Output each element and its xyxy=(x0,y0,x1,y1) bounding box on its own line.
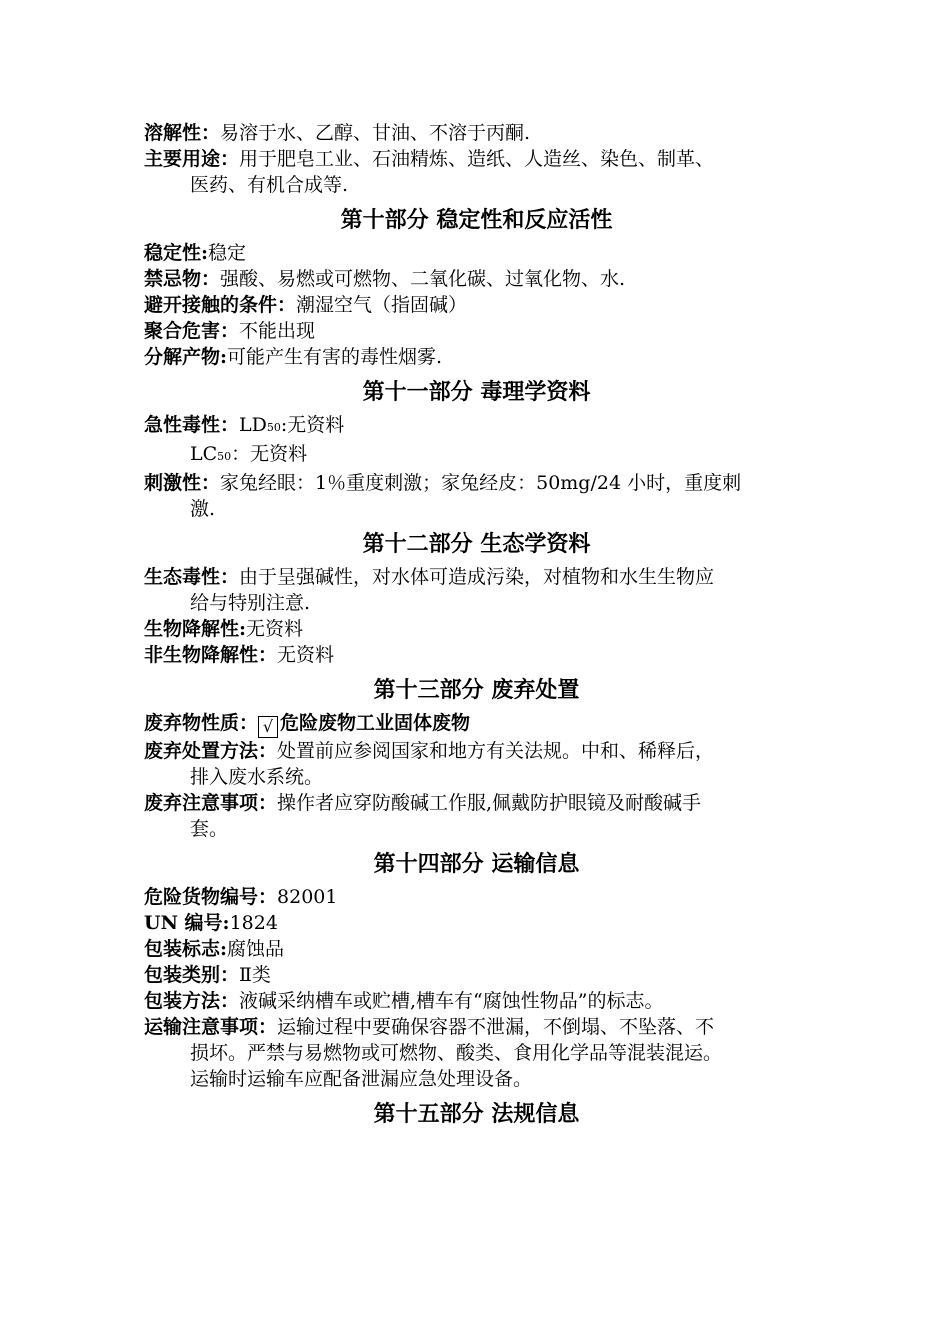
eco-text: 由于呈强碱性，对水体可造成污染，对植物和水生生物应 xyxy=(239,566,715,588)
document-content xyxy=(144,120,809,1134)
trans-line-2 xyxy=(144,1040,809,1066)
uses-line-2 xyxy=(144,172,809,198)
incompat-line xyxy=(144,266,809,292)
trans-text: 运输过程中要确保容器不泄漏，不倒塌、不坠落、不 xyxy=(277,1016,715,1038)
pack-label: 包装方法： xyxy=(144,990,240,1012)
eco-line xyxy=(144,564,809,590)
class-line xyxy=(144,962,809,988)
method-text: 处置前应参阅国家和地方有关法规。中和、稀释后， xyxy=(277,740,715,762)
decomp-text: 可能产生有害的毒性烟雾. xyxy=(227,346,443,368)
incompat-text: 强酸、易燃或可燃物、二氧化碳、过氧化物、水. xyxy=(220,268,626,290)
un-text: 1824 xyxy=(229,912,278,934)
section-14-heading: 第十四部分 运输信息 xyxy=(373,851,580,877)
pack-text: 液碱采纳槽车或贮槽,槽车有“腐蚀性物品”的标志。 xyxy=(239,990,664,1012)
avoid-line xyxy=(144,292,809,318)
ld-prefix: LD xyxy=(239,414,267,436)
bio-line xyxy=(144,616,809,642)
bio-text: 无资料 xyxy=(246,618,304,640)
mark-label: 包装标志: xyxy=(144,938,228,960)
stability-label: 稳定性: xyxy=(144,242,209,264)
mark-text: 腐蚀品 xyxy=(227,938,285,960)
nature-label: 废弃物性质： xyxy=(144,712,259,734)
decomp-label: 分解产物: xyxy=(144,346,228,368)
dg-text: 82001 xyxy=(277,886,338,908)
trans-text-2: 损坏。严禁与易燃物或可燃物、酸类、食用化学品等混装混运。 xyxy=(190,1042,723,1064)
polymer-line xyxy=(144,318,809,344)
method-text-2: 排入废水系统。 xyxy=(190,766,324,788)
acute-line xyxy=(144,412,809,441)
polymer-label: 聚合危害： xyxy=(144,320,240,342)
acute-label: 急性毒性： xyxy=(144,414,240,436)
lc-prefix: LC xyxy=(190,443,218,465)
method-line-2 xyxy=(144,764,809,790)
eco-text-2: 给与特别注意. xyxy=(190,592,311,614)
ld-sub: 50 xyxy=(266,421,281,434)
avoid-label: 避开接触的条件： xyxy=(144,294,297,316)
nonbio-line xyxy=(144,642,809,668)
irritation-line xyxy=(144,470,809,496)
class-text: Ⅱ类 xyxy=(239,964,271,986)
nature-line xyxy=(144,710,809,738)
notice-line-2 xyxy=(144,816,809,842)
notice-text: 操作者应穿防酸碱工作服,佩戴防护眼镜及耐酸碱手 xyxy=(277,792,702,814)
irritation-text-2: 激. xyxy=(190,498,216,520)
section-13-heading: 第十三部分 废弃处置 xyxy=(373,677,580,703)
lc-sub: 50 xyxy=(217,450,232,463)
incompat-label: 禁忌物： xyxy=(144,268,221,290)
decomp-line xyxy=(144,344,809,370)
bio-label: 生物降解性: xyxy=(144,618,247,640)
dg-label: 危险货物编号： xyxy=(144,886,278,908)
notice-text-2: 套。 xyxy=(190,818,229,840)
notice-line xyxy=(144,790,809,816)
trans-line xyxy=(144,1014,809,1040)
uses-label: 主要用途： xyxy=(144,148,240,170)
checkbox-checked[interactable]: √ xyxy=(258,716,278,738)
eco-label: 生态毒性： xyxy=(144,566,240,588)
un-label: UN 编号: xyxy=(144,912,230,934)
lc-line xyxy=(144,441,809,470)
nonbio-text: 无资料 xyxy=(277,644,335,666)
trans-text-3: 运输时运输车应配备泄漏应急处理设备。 xyxy=(190,1068,533,1090)
uses-text-2: 医药、有机合成等. xyxy=(190,174,349,196)
solubility-text: 易溶于水、乙醇、甘油、不溶于丙酮. xyxy=(220,122,531,144)
section-11-heading: 第十一部分 毒理学资料 xyxy=(362,379,591,405)
class-label: 包装类别： xyxy=(144,964,240,986)
trans-label: 运输注意事项： xyxy=(144,1016,278,1038)
ld-text: :无资料 xyxy=(280,414,345,436)
trans-line-3 xyxy=(144,1066,809,1092)
section-10-heading: 第十部分 稳定性和反应活性 xyxy=(340,207,613,233)
irritation-text: 家兔经眼：1％重度刺激；家兔经皮：50mg/24 小时，重度刺 xyxy=(220,472,742,494)
solubility-line xyxy=(144,120,809,146)
stability-text: 稳定 xyxy=(208,242,247,264)
method-line xyxy=(144,738,809,764)
nonbio-label: 非生物降解性： xyxy=(144,644,278,666)
avoid-text: 潮湿空气（指固碱） xyxy=(296,294,468,316)
uses-line xyxy=(144,146,809,172)
pack-line xyxy=(144,988,809,1014)
method-label: 废弃处置方法： xyxy=(144,740,278,762)
polymer-text: 不能出现 xyxy=(239,320,316,342)
notice-label: 废弃注意事项： xyxy=(144,792,278,814)
solubility-label: 溶解性： xyxy=(144,122,221,144)
uses-text: 用于肥皂工业、石油精炼、造纸、人造丝、染色、制革、 xyxy=(239,148,715,170)
irritation-line-2 xyxy=(144,496,809,522)
un-line xyxy=(144,910,809,936)
stability-line xyxy=(144,240,809,266)
nature-text: 危险废物工业固体废物 xyxy=(280,712,471,734)
mark-line xyxy=(144,936,809,962)
lc-text: ：无资料 xyxy=(231,443,308,465)
eco-line-2 xyxy=(144,590,809,616)
section-15-heading: 第十五部分 法规信息 xyxy=(373,1101,580,1127)
section-12-heading: 第十二部分 生态学资料 xyxy=(362,531,591,557)
irritation-label: 刺激性： xyxy=(144,472,221,494)
dg-line xyxy=(144,884,809,910)
